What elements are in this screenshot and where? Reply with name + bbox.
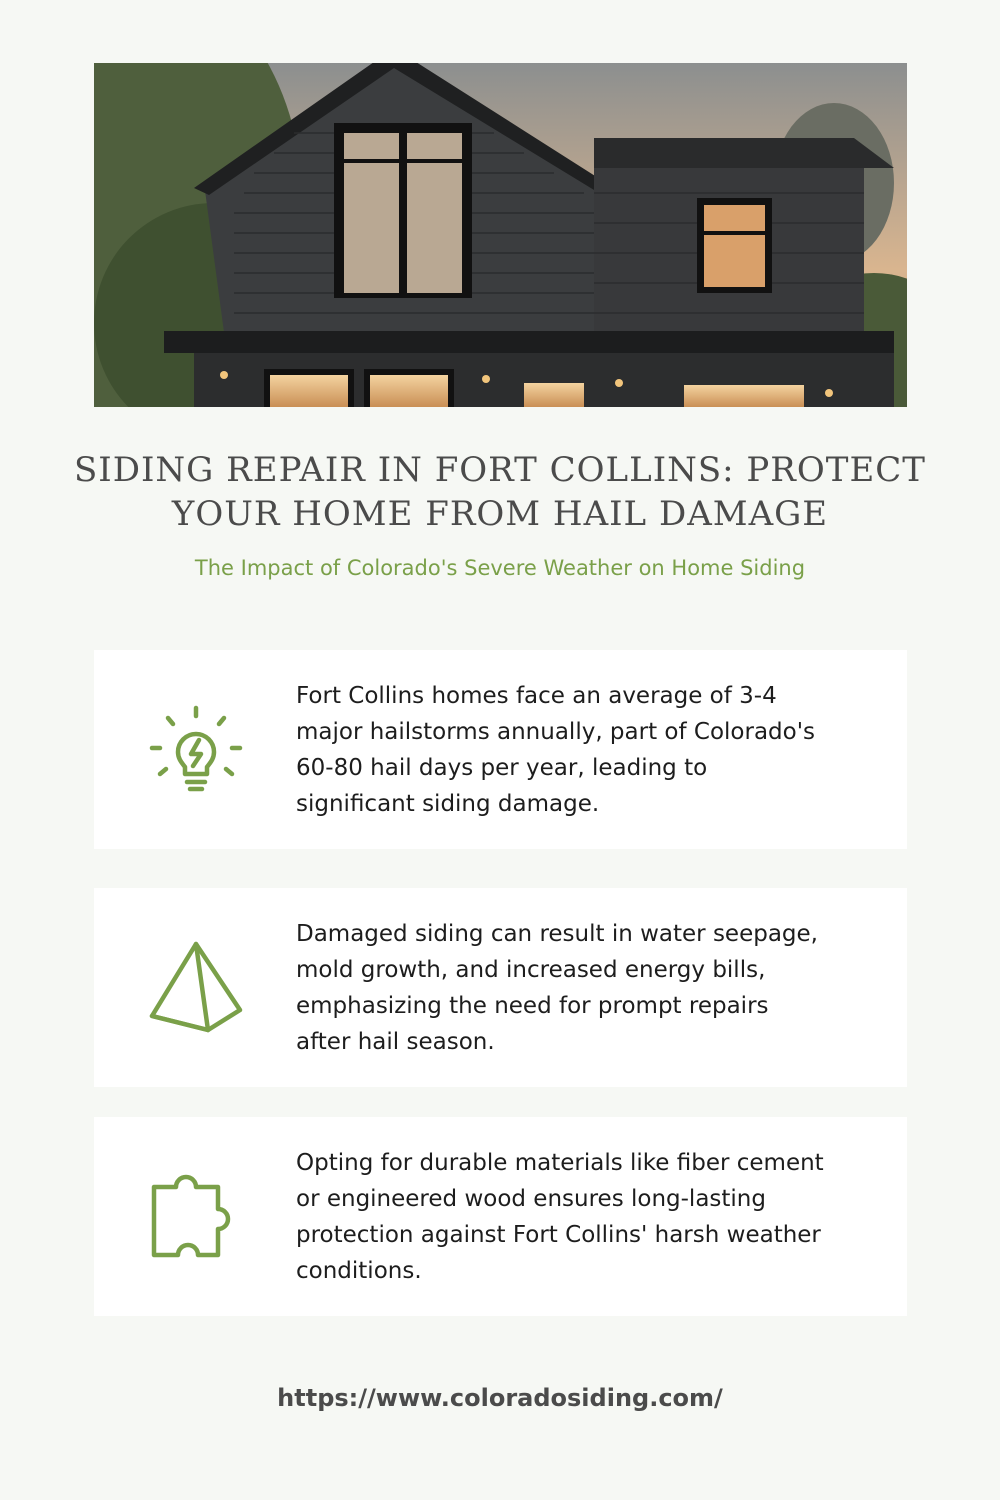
card-text: Fort Collins homes face an average of 3-4 major hailstorms annually, part of Colorado's 60-80 hail days per year, leading to significant siding damage. [296, 682, 816, 817]
info-card-durable-materials [94, 1117, 907, 1316]
hero-image [94, 63, 907, 407]
card-text: Opting for durable materials like fiber cement or engineered wood ensures long-lasting protection against Fort Collins' harsh weather conditions. [296, 1149, 824, 1284]
website-url-link[interactable]: https://www.coloradosiding.com/ [277, 1384, 723, 1412]
lightbulb-bolt-icon [146, 700, 246, 800]
pyramid-icon [146, 938, 246, 1038]
house-illustration [94, 63, 907, 407]
page-subtitle: The Impact of Colorado's Severe Weather on Home Siding [194, 556, 806, 580]
page-title: SIDING REPAIR IN FORT COLLINS: PROTECT YOUR HOME FROM HAIL DAMAGE [74, 450, 926, 534]
info-card-hail-frequency [94, 650, 907, 849]
puzzle-piece-icon [146, 1167, 246, 1267]
info-card-damage-risks [94, 888, 907, 1087]
card-text: Damaged siding can result in water seepage, mold growth, and increased energy bills, emphasizing the need for prompt repairs after hail season. [296, 920, 818, 1055]
